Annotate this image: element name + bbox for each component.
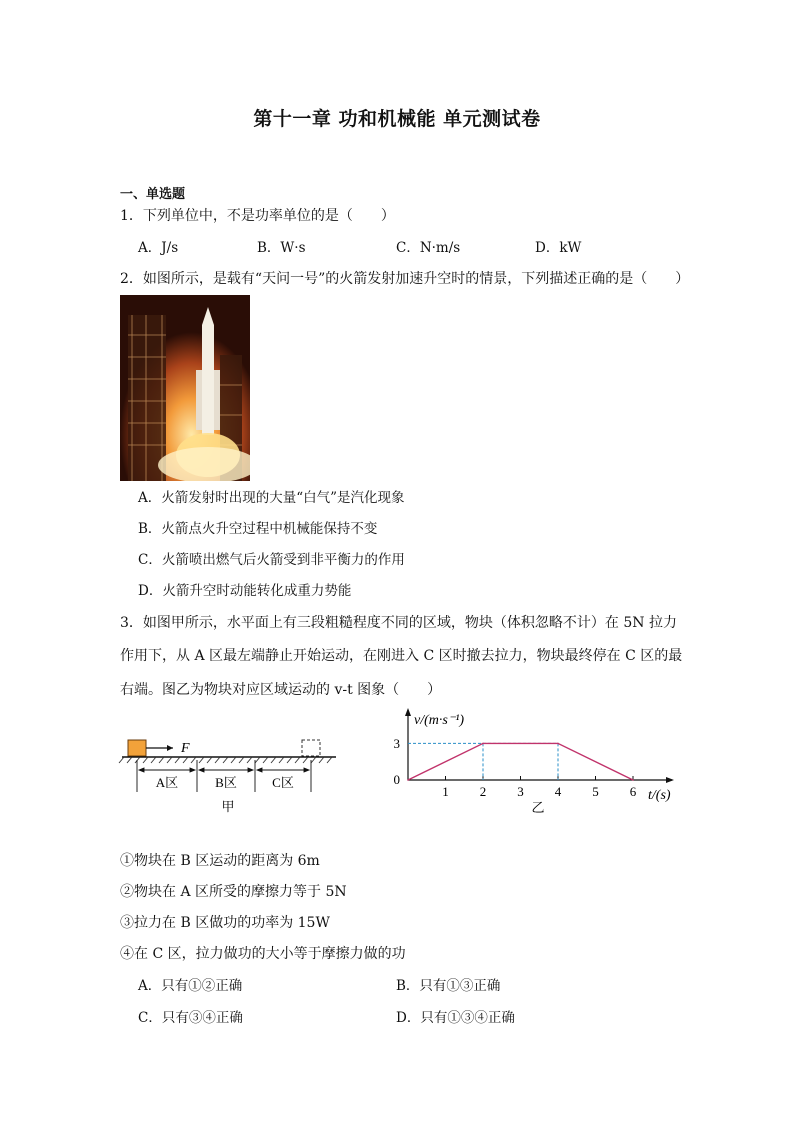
zone-b-label: B区 — [215, 775, 237, 790]
q2-option-b: B．火箭点火升空过程中机械能保持不变 — [138, 521, 378, 537]
velocity-data-point — [557, 743, 559, 745]
page-title: 第十一章 功和机械能 单元测试卷 — [253, 108, 541, 130]
x-tick-label: 5 — [592, 784, 599, 799]
statement-4: ④在 C 区，拉力做功的大小等于摩擦力做的功 — [120, 946, 406, 962]
question-2-stem: 2．如图所示，是载有“天问一号”的火箭发射加速升空时的情景，下列描述正确的是（ ） — [120, 271, 690, 287]
rocket-launch-photo — [120, 295, 250, 481]
x-tick-label: 6 — [629, 784, 637, 799]
figure-jia — [118, 730, 348, 820]
figure-yi-caption: 乙 — [531, 800, 545, 815]
question-1-stem: 1．下列单位中，不是功率单位的是（ ） — [120, 208, 395, 224]
statement-1: ①物块在 B 区运动的距离为 6m — [120, 853, 320, 869]
question-3-line-3: 右端。图乙为物块对应区域运动的 v-t 图象（ ） — [120, 682, 442, 698]
x-tick-label: 1 — [442, 784, 449, 799]
q1-option-a: A．J/s — [138, 240, 179, 256]
force-label: F — [181, 741, 190, 756]
block-icon — [128, 740, 146, 756]
q3-option-b: B．只有①③正确 — [396, 978, 501, 994]
zone-c-label: C区 — [272, 775, 294, 790]
q3-option-c: C．只有③④正确 — [138, 1010, 243, 1026]
statement-3: ③拉力在 B 区做功的功率为 15W — [120, 915, 330, 931]
origin-label: 0 — [393, 772, 400, 787]
y-axis-label: v/(m·s⁻¹) — [414, 713, 465, 728]
x-tick-label: 3 — [517, 784, 524, 799]
x-tick-label: 4 — [554, 784, 562, 799]
q3-option-d: D．只有①③④正确 — [396, 1010, 515, 1026]
q1-option-b: B．W·s — [257, 240, 306, 256]
figure-jia-caption: 甲 — [221, 799, 235, 814]
final-block-icon — [302, 740, 320, 756]
zone-a-label: A区 — [155, 775, 179, 790]
q1-option-c: C．N·m/s — [396, 240, 461, 256]
x-tick-label: 2 — [479, 784, 487, 799]
x-axis-label: t/(s) — [648, 788, 671, 803]
velocity-data-point — [632, 779, 634, 781]
y-tick-label-3: 3 — [393, 736, 400, 751]
q2-option-c: C．火箭喷出燃气后火箭受到非平衡力的作用 — [138, 552, 405, 568]
section-heading: 一、单选题 — [120, 187, 186, 202]
q2-option-a: A．火箭发射时出现的大量“白气”是汽化现象 — [138, 490, 405, 506]
statement-2: ②物块在 A 区所受的摩擦力等于 5N — [120, 884, 347, 900]
figure-yi-vt-graph — [370, 700, 710, 820]
velocity-data-point — [482, 743, 484, 745]
velocity-data-point — [407, 779, 409, 781]
q3-option-a: A．只有①②正确 — [138, 978, 243, 994]
question-3-line-1: 3．如图甲所示，水平面上有三段粗糙程度不同的区域，物块（体积忽略不计）在 5N 拉力 — [120, 615, 677, 631]
q1-option-d: D．kW — [535, 240, 582, 256]
q2-option-d: D．火箭升空时动能转化成重力势能 — [138, 583, 352, 599]
velocity-series-line — [408, 743, 633, 780]
question-3-line-2: 作用下，从 A 区最左端静止开始运动，在刚进入 C 区时撤去拉力，物块最终停在 C 区的最 — [120, 648, 683, 664]
